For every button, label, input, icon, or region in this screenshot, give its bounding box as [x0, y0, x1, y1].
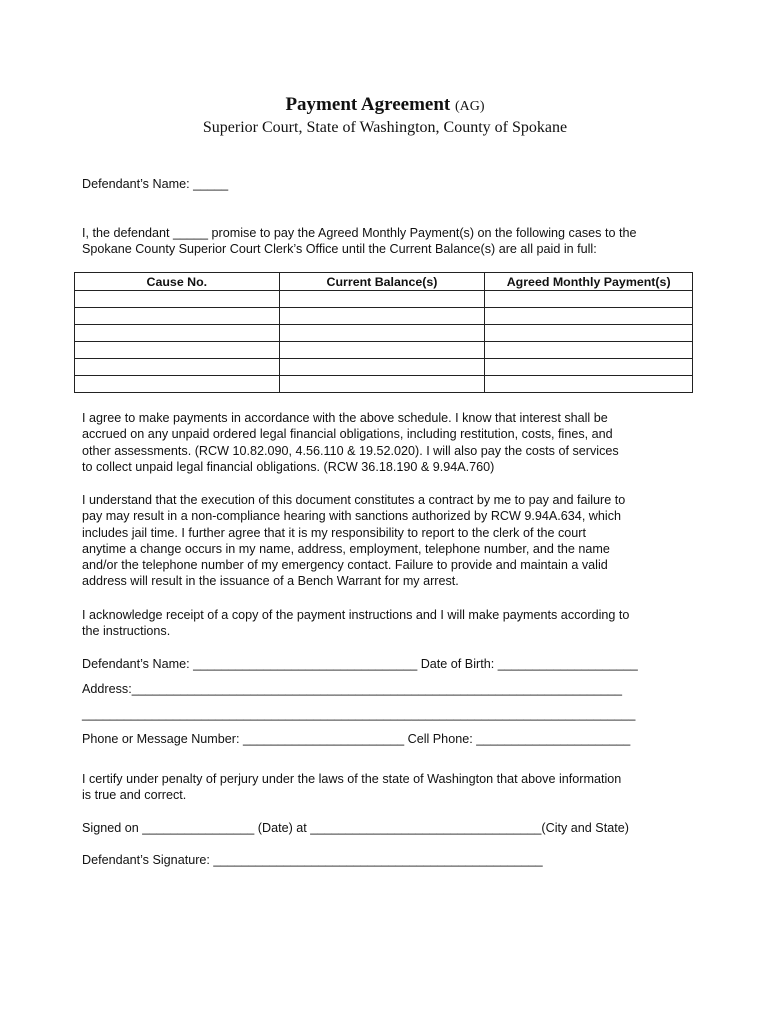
- document-title: [0, 94, 770, 116]
- monthly-payment-cell[interactable]: [485, 291, 693, 308]
- certify-paragraph: I certify under penalty of perjury under the laws of the state of Washington that above information is true and correct.: [82, 772, 622, 803]
- cause-no-cell[interactable]: [75, 359, 280, 376]
- defendant-name-top: Defendant’s Name: _____: [82, 177, 229, 191]
- defendant-signature-field[interactable]: Defendant’s Signature: _______________________________________________: [82, 853, 543, 867]
- table-row: [75, 359, 693, 376]
- table-row: [75, 308, 693, 325]
- court-subtitle: Superior Court, State of Washington, County of Spokane: [202, 119, 568, 136]
- monthly-payment-cell[interactable]: [485, 342, 693, 359]
- current-balance-cell[interactable]: [279, 325, 485, 342]
- cause-no-cell[interactable]: [75, 342, 280, 359]
- table-header-row: [75, 273, 693, 291]
- table-row: [75, 291, 693, 308]
- phone-fields[interactable]: Phone or Message Number: _______________________ Cell Phone: ______________________: [82, 732, 631, 746]
- table-row: [75, 342, 693, 359]
- header-current-balance: Current Balance(s): [279, 273, 485, 291]
- contract-paragraph: I understand that the execution of this document constitutes a contract by me to pay and failure to pay may result in a non-compliance hearing with sanctions authorized by RCW 9.94A.634, which includes jail time. I further agree that it is my responsibility to report to the clerk of the court anytime a change occurs in my name, address, employment, telephone number, and the name and/or the telephone number of my emergency contact. Failure to provide and maintain a valid address will result in the issuance of a Bench Warrant for my arrest.: [82, 493, 626, 589]
- address-field-line-2[interactable]: _______________________________________________________________________________: [82, 707, 636, 721]
- payment-schedule-table: [74, 272, 693, 393]
- monthly-payment-cell[interactable]: [485, 308, 693, 325]
- interest-paragraph: I agree to make payments in accordance with the above schedule. I know that interest shall be accrued on any unpaid ordered legal financial obligations, including restitution, costs, fines, and other assessments. (RCW 10.82.090, 4.56.110 & 19.52.020). I will also pay the costs of services to collect unpaid legal financial obligations. (RCW 36.18.190 & 9.94A.760): [82, 411, 619, 474]
- monthly-payment-cell[interactable]: [485, 359, 693, 376]
- cause-no-cell[interactable]: [75, 308, 280, 325]
- title-code: (AG): [455, 99, 485, 114]
- monthly-payment-cell[interactable]: [485, 325, 693, 342]
- table-row: [75, 376, 693, 393]
- name-dob-field[interactable]: Defendant’s Name: ________________________________ Date of Birth: ____________________: [82, 657, 638, 671]
- address-field-line-1[interactable]: Address:______________________________________________________________________: [82, 682, 622, 696]
- title-main: Payment Agreement: [285, 94, 451, 115]
- header-agreed-monthly-payment: Agreed Monthly Payment(s): [485, 273, 693, 291]
- current-balance-cell[interactable]: [279, 342, 485, 359]
- current-balance-cell[interactable]: [279, 291, 485, 308]
- promise-paragraph: I, the defendant _____ promise to pay the Agreed Monthly Payment(s) on the following cases to the Spokane County Superior Court Clerk’s Office until the Current Balance(s) are all paid in full:: [82, 226, 637, 257]
- current-balance-cell[interactable]: [279, 359, 485, 376]
- current-balance-cell[interactable]: [279, 308, 485, 325]
- monthly-payment-cell[interactable]: [485, 376, 693, 393]
- current-balance-cell[interactable]: [279, 376, 485, 393]
- cause-no-cell[interactable]: [75, 291, 280, 308]
- table-row: [75, 325, 693, 342]
- header-cause-no: Cause No.: [75, 273, 280, 291]
- cause-no-cell[interactable]: [75, 376, 280, 393]
- cause-no-cell[interactable]: [75, 325, 280, 342]
- signed-on-field[interactable]: Signed on ________________ (Date) at _________________________________(City and State): [82, 821, 629, 835]
- acknowledge-paragraph: I acknowledge receipt of a copy of the payment instructions and I will make payments according to the instructions.: [82, 608, 630, 639]
